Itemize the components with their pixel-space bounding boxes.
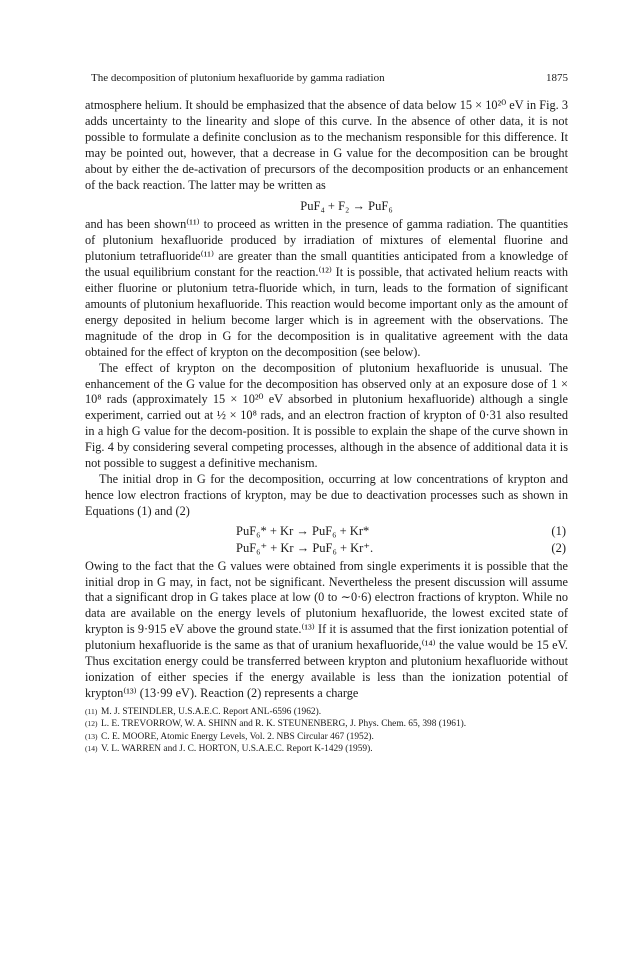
footnote-mark: (13) [85,731,98,741]
footnotes [85,706,568,756]
footnote [85,718,568,730]
paragraph: The effect of krypton on the decomposition of plutonium hexafluoride is unusual. The enhancement of the G value for the decomposition has observed only at an exposure dose of 1 × 10⁸ rads (approximately 15 × 10²⁰ eV absorbed in plutonium hexafluoride) although a single experiment, carried out at ½ × 10⁸ rads, and an electron fraction of krypton of 0·31 also resulted in a high G value for the decom-position. It is possible to explain the shape of the curve shown in Fig. 4 by considering several competing processes, although in the absence of additional data it is not possible to suggest a definitive mechanism. [85,360,568,471]
equation-number: (1) [551,523,566,538]
footnote [85,743,568,755]
equation-expression: PuF₆* + Kr → PuF₆ + Kr* [236,523,370,538]
equation-row [85,540,568,557]
footnote-text: L. E. TREVORROW, W. A. SHINN and R. K. STEUNENBERG, J. Phys. Chem. 65, 398 (1961). [101,719,467,730]
page-number: 1875 [546,72,568,84]
footnote-mark: (14) [85,744,98,754]
body-text [85,98,568,702]
footnote [85,731,568,743]
paragraph: Owing to the fact that the G values were obtained from single experiments it is possible that the initial drop in G may, in fact, not be significant. Nevertheless the present discussion will assume that a significant drop in G takes place at low (0 to ∼0·6) electron fractions of krypton. While no data are available on the energy levels of plutonium hexafluoride, the lowest excited state of krypton is 9·915 eV above the ground state.⁽¹³⁾ If it is assumed that the first ionization potential of plutonium hexafluoride is the same as that of uranium hexafluoride,⁽¹⁴⁾ the value would be 15 eV. Thus excitation energy could be transferred between krypton and plutonium hexafluoride without ionization of either species if the energy available is less than the ionization potential of krypton⁽¹³⁾ (13·99 eV). Reaction (2) represents a charge [85,558,568,700]
running-title: The decomposition of plutonium hexafluoride by gamma radiation [91,72,385,84]
running-head [85,72,568,84]
paragraph: and has been shown⁽¹¹⁾ to proceed as written in the presence of gamma radiation. The quantities of plutonium hexafluoride produced by irradiation of mixtures of elemental fluorine and plutonium tetrafluoride⁽¹¹⁾ are greater than the small quantities anticipated from a knowledge of the usual equilibrium constant for the reaction.⁽¹²⁾ It is possible, that activated helium reacts with either fluorine or plutonium tetra-fluoride which, in turn, leads to the formation of significant amounts of plutonium hexafluoride. This reaction would become important only as the amount of energy deposited in helium become larger which is in agreement with the observations. The magnitude of the drop in G for the decomposition is in qualitative agreement with the data obtained for the effect of krypton on the decomposition (see below). [85,217,568,359]
equation-back-reaction: PuF₄ + F₂ → PuF₆ [300,199,393,214]
footnote [85,706,568,718]
footnote-text: C. E. MOORE, Atomic Energy Levels, Vol. 2. NBS Circular 467 (1952). [101,731,374,742]
page [85,72,568,755]
paragraph: The initial drop in G for the decomposition, occurring at low concentrations of krypton and hence low electron fractions of krypton, may be due to deactivation processes such as shown in Equations (1) and (2) [85,471,568,518]
footnote-text: V. L. WARREN and J. C. HORTON, U.S.A.E.C. Report K-1429 (1959). [101,744,373,755]
equation-number: (2) [551,540,566,555]
equation-row [85,523,568,540]
footnote-text: M. J. STEINDLER, U.S.A.E.C. Report ANL-6596 (1962). [101,706,322,717]
paragraph: atmosphere helium. It should be emphasized that the absence of data below 15 × 10²⁰ eV in Fig. 3 adds uncertainty to the linearity and slope of this curve. In the absence of other data, it is not possible to formulate a definite conclusion as to the mechanism responsible for this difference. It may be pointed out, however, that a decrease in G value for the decomposition can be brought about by either the de-activation of precursors of the decomposition products or an enhancement of the back reaction. The latter may be written as [85,98,568,192]
footnote-mark: (12) [85,719,98,729]
footnote-mark: (11) [85,706,98,716]
equation-expression: PuF₆⁺ + Kr → PuF₆ + Kr⁺. [236,540,374,555]
equation-block [85,523,568,557]
